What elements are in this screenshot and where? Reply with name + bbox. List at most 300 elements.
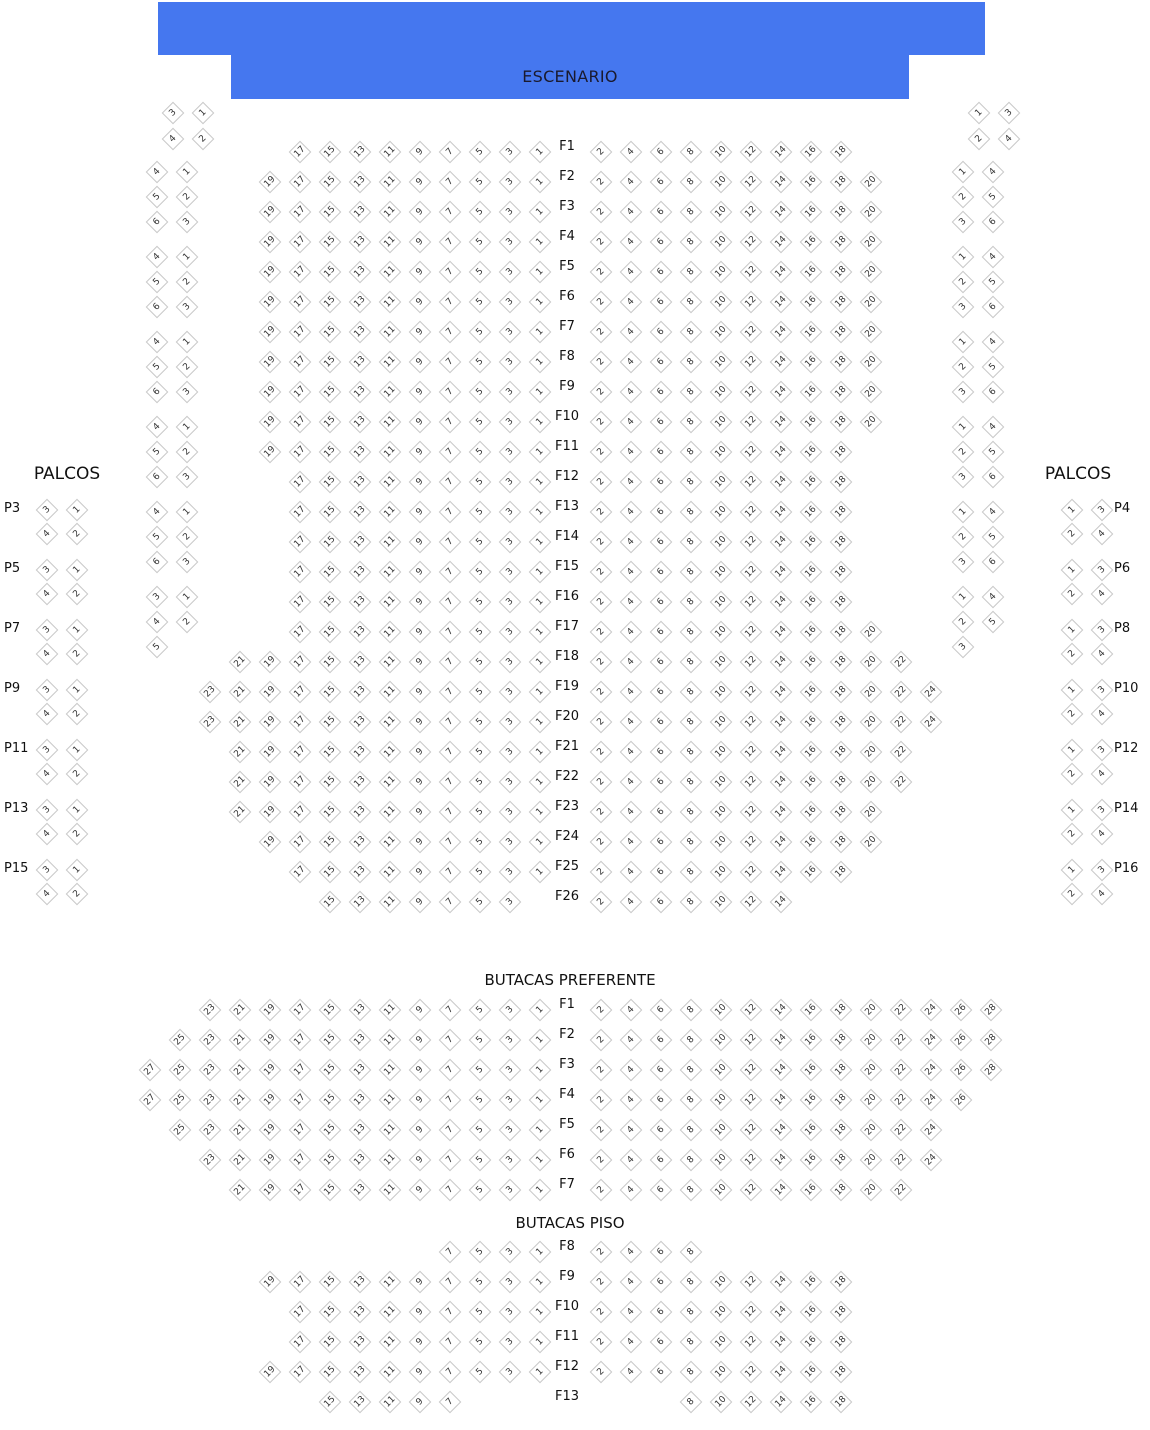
seat[interactable] [319, 651, 342, 674]
seat[interactable] [830, 861, 853, 884]
seat[interactable] [289, 1149, 312, 1172]
seat[interactable] [860, 831, 883, 854]
seat[interactable] [620, 351, 643, 374]
seat[interactable] [289, 141, 312, 164]
seat[interactable] [499, 741, 522, 764]
seat[interactable] [952, 466, 975, 489]
seat[interactable] [469, 801, 492, 824]
seat[interactable] [680, 1361, 703, 1384]
seat[interactable] [680, 471, 703, 494]
seat[interactable] [1091, 499, 1114, 522]
seat[interactable] [499, 321, 522, 344]
seat[interactable] [770, 231, 793, 254]
seat[interactable] [319, 1391, 342, 1414]
seat[interactable] [289, 1119, 312, 1142]
seat[interactable] [229, 1089, 252, 1112]
seat[interactable] [650, 741, 673, 764]
seat[interactable] [770, 1119, 793, 1142]
seat[interactable] [680, 321, 703, 344]
seat[interactable] [499, 291, 522, 314]
seat[interactable] [259, 1271, 282, 1294]
seat[interactable] [830, 801, 853, 824]
seat[interactable] [289, 351, 312, 374]
seat[interactable] [740, 1301, 763, 1324]
seat[interactable] [770, 351, 793, 374]
seat[interactable] [860, 651, 883, 674]
seat[interactable] [349, 1029, 372, 1052]
seat[interactable] [199, 1089, 222, 1112]
seat[interactable] [66, 643, 89, 666]
seat[interactable] [952, 246, 975, 269]
seat[interactable] [349, 711, 372, 734]
seat[interactable] [259, 441, 282, 464]
seat[interactable] [590, 171, 613, 194]
seat[interactable] [710, 261, 733, 284]
seat[interactable] [36, 523, 59, 546]
seat[interactable] [1091, 679, 1114, 702]
seat[interactable] [162, 102, 185, 125]
seat[interactable] [499, 261, 522, 284]
seat[interactable] [319, 1029, 342, 1052]
seat[interactable] [469, 891, 492, 914]
seat[interactable] [590, 591, 613, 614]
seat[interactable] [439, 441, 462, 464]
seat[interactable] [860, 201, 883, 224]
seat[interactable] [379, 1059, 402, 1082]
seat[interactable] [680, 381, 703, 404]
seat[interactable] [349, 561, 372, 584]
seat[interactable] [469, 261, 492, 284]
seat[interactable] [740, 351, 763, 374]
seat[interactable] [830, 1301, 853, 1324]
seat[interactable] [650, 861, 673, 884]
seat[interactable] [982, 331, 1005, 354]
seat[interactable] [650, 321, 673, 344]
seat[interactable] [590, 561, 613, 584]
seat[interactable] [499, 381, 522, 404]
seat[interactable] [469, 1029, 492, 1052]
seat[interactable] [469, 1149, 492, 1172]
seat[interactable] [740, 1179, 763, 1202]
seat[interactable] [650, 621, 673, 644]
seat[interactable] [650, 1059, 673, 1082]
seat[interactable] [319, 711, 342, 734]
seat[interactable] [469, 591, 492, 614]
seat[interactable] [740, 1149, 763, 1172]
seat[interactable] [590, 741, 613, 764]
seat[interactable] [950, 1059, 973, 1082]
seat[interactable] [469, 711, 492, 734]
seat[interactable] [620, 171, 643, 194]
seat[interactable] [1091, 883, 1114, 906]
seat[interactable] [409, 261, 432, 284]
seat[interactable] [409, 531, 432, 554]
seat[interactable] [680, 801, 703, 824]
seat[interactable] [409, 681, 432, 704]
seat[interactable] [319, 591, 342, 614]
seat[interactable] [590, 531, 613, 554]
seat[interactable] [349, 471, 372, 494]
seat[interactable] [176, 381, 199, 404]
seat[interactable] [499, 861, 522, 884]
seat[interactable] [1091, 523, 1114, 546]
seat[interactable] [800, 141, 823, 164]
seat[interactable] [259, 1119, 282, 1142]
seat[interactable] [379, 831, 402, 854]
seat[interactable] [952, 551, 975, 574]
seat[interactable] [469, 999, 492, 1022]
seat[interactable] [590, 681, 613, 704]
seat[interactable] [680, 1391, 703, 1414]
seat[interactable] [950, 1089, 973, 1112]
seat[interactable] [740, 1089, 763, 1112]
seat[interactable] [199, 1149, 222, 1172]
seat[interactable] [259, 1059, 282, 1082]
seat[interactable] [319, 1271, 342, 1294]
seat[interactable] [590, 231, 613, 254]
seat[interactable] [920, 711, 943, 734]
seat[interactable] [650, 261, 673, 284]
seat[interactable] [319, 1119, 342, 1142]
seat[interactable] [740, 141, 763, 164]
seat[interactable] [146, 186, 169, 209]
seat[interactable] [830, 231, 853, 254]
seat[interactable] [590, 1179, 613, 1202]
seat[interactable] [349, 171, 372, 194]
seat[interactable] [650, 891, 673, 914]
seat[interactable] [349, 741, 372, 764]
seat[interactable] [710, 1059, 733, 1082]
seat[interactable] [349, 681, 372, 704]
seat[interactable] [319, 1179, 342, 1202]
seat[interactable] [890, 1059, 913, 1082]
seat[interactable] [770, 801, 793, 824]
seat[interactable] [680, 411, 703, 434]
seat[interactable] [349, 1361, 372, 1384]
seat[interactable] [499, 561, 522, 584]
seat[interactable] [379, 261, 402, 284]
seat[interactable] [620, 1361, 643, 1384]
seat[interactable] [379, 321, 402, 344]
seat[interactable] [800, 1149, 823, 1172]
seat[interactable] [439, 1089, 462, 1112]
seat[interactable] [379, 1149, 402, 1172]
seat[interactable] [1061, 619, 1084, 642]
seat[interactable] [1061, 499, 1084, 522]
seat[interactable] [830, 1149, 853, 1172]
seat[interactable] [319, 231, 342, 254]
seat[interactable] [952, 501, 975, 524]
seat[interactable] [620, 681, 643, 704]
seat[interactable] [319, 321, 342, 344]
seat[interactable] [229, 771, 252, 794]
seat[interactable] [229, 741, 252, 764]
seat[interactable] [36, 559, 59, 582]
seat[interactable] [409, 831, 432, 854]
seat[interactable] [620, 501, 643, 524]
seat[interactable] [620, 1179, 643, 1202]
seat[interactable] [650, 501, 673, 524]
seat[interactable] [259, 831, 282, 854]
seat[interactable] [650, 651, 673, 674]
seat[interactable] [439, 531, 462, 554]
seat[interactable] [710, 441, 733, 464]
seat[interactable] [830, 999, 853, 1022]
seat[interactable] [1091, 559, 1114, 582]
seat[interactable] [800, 999, 823, 1022]
seat[interactable] [890, 711, 913, 734]
seat[interactable] [439, 231, 462, 254]
seat[interactable] [620, 561, 643, 584]
seat[interactable] [379, 681, 402, 704]
seat[interactable] [770, 321, 793, 344]
seat[interactable] [379, 1029, 402, 1052]
seat[interactable] [620, 531, 643, 554]
seat[interactable] [680, 711, 703, 734]
seat[interactable] [800, 561, 823, 584]
seat[interactable] [590, 999, 613, 1022]
seat[interactable] [830, 441, 853, 464]
seat[interactable] [439, 411, 462, 434]
seat[interactable] [590, 1149, 613, 1172]
seat[interactable] [710, 501, 733, 524]
seat[interactable] [800, 1331, 823, 1354]
seat[interactable] [409, 1029, 432, 1052]
seat[interactable] [830, 141, 853, 164]
seat[interactable] [800, 1089, 823, 1112]
seat[interactable] [590, 891, 613, 914]
seat[interactable] [409, 501, 432, 524]
seat[interactable] [289, 381, 312, 404]
seat[interactable] [176, 271, 199, 294]
seat[interactable] [36, 679, 59, 702]
seat[interactable] [349, 501, 372, 524]
seat[interactable] [890, 681, 913, 704]
seat[interactable] [770, 1271, 793, 1294]
seat[interactable] [890, 1179, 913, 1202]
seat[interactable] [199, 1119, 222, 1142]
seat[interactable] [920, 1029, 943, 1052]
seat[interactable] [620, 1241, 643, 1264]
seat[interactable] [710, 321, 733, 344]
seat[interactable] [1061, 643, 1084, 666]
seat[interactable] [800, 501, 823, 524]
seat[interactable] [710, 711, 733, 734]
seat[interactable] [800, 1059, 823, 1082]
seat[interactable] [1061, 823, 1084, 846]
seat[interactable] [680, 231, 703, 254]
seat[interactable] [409, 711, 432, 734]
seat[interactable] [259, 681, 282, 704]
seat[interactable] [36, 583, 59, 606]
seat[interactable] [1091, 643, 1114, 666]
seat[interactable] [66, 679, 89, 702]
seat[interactable] [982, 551, 1005, 574]
seat[interactable] [229, 681, 252, 704]
seat[interactable] [379, 381, 402, 404]
seat[interactable] [890, 1149, 913, 1172]
seat[interactable] [830, 1059, 853, 1082]
seat[interactable] [650, 1179, 673, 1202]
seat[interactable] [590, 1331, 613, 1354]
seat[interactable] [590, 1301, 613, 1324]
seat[interactable] [259, 1179, 282, 1202]
seat[interactable] [890, 741, 913, 764]
seat[interactable] [379, 351, 402, 374]
seat[interactable] [349, 621, 372, 644]
seat[interactable] [860, 291, 883, 314]
seat[interactable] [289, 1089, 312, 1112]
seat[interactable] [830, 261, 853, 284]
seat[interactable] [499, 231, 522, 254]
seat[interactable] [439, 321, 462, 344]
seat[interactable] [800, 651, 823, 674]
seat[interactable] [439, 351, 462, 374]
seat[interactable] [66, 763, 89, 786]
seat[interactable] [349, 831, 372, 854]
seat[interactable] [740, 171, 763, 194]
seat[interactable] [349, 441, 372, 464]
seat[interactable] [499, 141, 522, 164]
seat[interactable] [830, 621, 853, 644]
seat[interactable] [710, 1271, 733, 1294]
seat[interactable] [830, 291, 853, 314]
seat[interactable] [680, 1301, 703, 1324]
seat[interactable] [319, 741, 342, 764]
seat[interactable] [860, 1119, 883, 1142]
seat[interactable] [319, 291, 342, 314]
seat[interactable] [650, 441, 673, 464]
seat[interactable] [146, 356, 169, 379]
seat[interactable] [66, 859, 89, 882]
seat[interactable] [830, 1271, 853, 1294]
seat[interactable] [409, 171, 432, 194]
seat[interactable] [176, 161, 199, 184]
seat[interactable] [409, 1271, 432, 1294]
seat[interactable] [650, 711, 673, 734]
seat[interactable] [499, 1361, 522, 1384]
seat[interactable] [800, 201, 823, 224]
seat[interactable] [620, 1331, 643, 1354]
seat[interactable] [620, 411, 643, 434]
seat[interactable] [680, 261, 703, 284]
seat[interactable] [800, 411, 823, 434]
seat[interactable] [770, 501, 793, 524]
seat[interactable] [620, 741, 643, 764]
seat[interactable] [499, 1119, 522, 1142]
seat[interactable] [620, 261, 643, 284]
seat[interactable] [379, 141, 402, 164]
seat[interactable] [409, 1301, 432, 1324]
seat[interactable] [289, 1029, 312, 1052]
seat[interactable] [349, 261, 372, 284]
seat[interactable] [770, 441, 793, 464]
seat[interactable] [349, 1149, 372, 1172]
seat[interactable] [740, 801, 763, 824]
seat[interactable] [740, 201, 763, 224]
seat[interactable] [710, 741, 733, 764]
seat[interactable] [800, 441, 823, 464]
seat[interactable] [379, 501, 402, 524]
seat[interactable] [409, 561, 432, 584]
seat[interactable] [66, 559, 89, 582]
seat[interactable] [770, 711, 793, 734]
seat[interactable] [409, 1331, 432, 1354]
seat[interactable] [349, 201, 372, 224]
seat[interactable] [650, 231, 673, 254]
seat[interactable] [770, 1391, 793, 1414]
seat[interactable] [800, 351, 823, 374]
seat[interactable] [469, 321, 492, 344]
seat[interactable] [469, 1361, 492, 1384]
seat[interactable] [176, 611, 199, 634]
seat[interactable] [620, 651, 643, 674]
seat[interactable] [439, 1119, 462, 1142]
seat[interactable] [620, 621, 643, 644]
seat[interactable] [830, 531, 853, 554]
seat[interactable] [229, 1179, 252, 1202]
seat[interactable] [146, 416, 169, 439]
seat[interactable] [830, 411, 853, 434]
seat[interactable] [36, 619, 59, 642]
seat[interactable] [439, 1179, 462, 1202]
seat[interactable] [499, 711, 522, 734]
seat[interactable] [710, 141, 733, 164]
seat[interactable] [680, 501, 703, 524]
seat[interactable] [710, 1029, 733, 1052]
seat[interactable] [860, 771, 883, 794]
seat[interactable] [620, 861, 643, 884]
seat[interactable] [66, 583, 89, 606]
seat[interactable] [499, 891, 522, 914]
seat[interactable] [439, 621, 462, 644]
seat[interactable] [499, 591, 522, 614]
seat[interactable] [259, 381, 282, 404]
seat[interactable] [289, 201, 312, 224]
seat[interactable] [590, 1059, 613, 1082]
seat[interactable] [680, 1179, 703, 1202]
seat[interactable] [409, 861, 432, 884]
seat[interactable] [952, 636, 975, 659]
seat[interactable] [800, 321, 823, 344]
seat[interactable] [620, 1149, 643, 1172]
seat[interactable] [259, 321, 282, 344]
seat[interactable] [259, 201, 282, 224]
seat[interactable] [1091, 799, 1114, 822]
seat[interactable] [830, 1361, 853, 1384]
seat[interactable] [439, 1149, 462, 1172]
seat[interactable] [710, 681, 733, 704]
seat[interactable] [319, 1301, 342, 1324]
seat[interactable] [176, 441, 199, 464]
seat[interactable] [349, 861, 372, 884]
seat[interactable] [319, 1059, 342, 1082]
seat[interactable] [289, 1301, 312, 1324]
seat[interactable] [176, 501, 199, 524]
seat[interactable] [680, 861, 703, 884]
seat[interactable] [770, 999, 793, 1022]
seat[interactable] [982, 186, 1005, 209]
seat[interactable] [1091, 739, 1114, 762]
seat[interactable] [469, 681, 492, 704]
seat[interactable] [1061, 763, 1084, 786]
seat[interactable] [349, 999, 372, 1022]
seat[interactable] [469, 1271, 492, 1294]
seat[interactable] [439, 591, 462, 614]
seat[interactable] [710, 1149, 733, 1172]
seat[interactable] [289, 1179, 312, 1202]
seat[interactable] [409, 351, 432, 374]
